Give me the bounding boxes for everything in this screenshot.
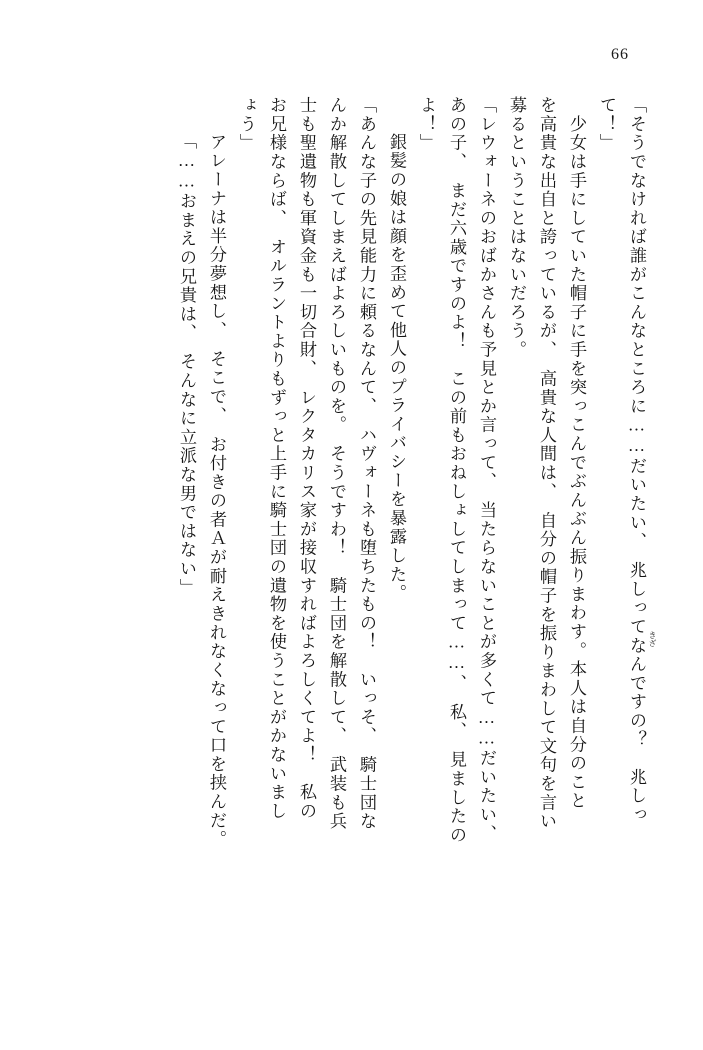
- text-column: 銀髪の娘は顔を歪めて他人のプライバシーを暴露した。: [387, 114, 406, 603]
- text-column: あの子、 まだ六歳ですのよ！ この前もおねしょしてしまって……、 私、 見ましたの: [447, 96, 466, 845]
- ruby-annotation: きざ: [648, 631, 657, 647]
- text-column: 「そうでなければ誰がこんなところに……だいたい、 兆しってなんですの？ 兆しっ: [627, 96, 646, 825]
- text-column: ょう」: [237, 96, 256, 153]
- page-number: 66: [611, 46, 629, 63]
- text-column: んか解散してしまえばよろしいものを。 そうですわ！ 騎士団を解散して、 武装も兵: [327, 96, 346, 831]
- text-column: アレーナは半分夢想し、 そこで、 お付きの者Ａが耐えきれなくなって口を挟んだ。: [207, 114, 226, 849]
- text-column: お兄様ならば、 オルラントよりもずっと上手に騎士団の遺物を使うことがかないまし: [267, 96, 286, 821]
- text-column: 「……おまえの兄貴は、 そんなに立派な男ではない」: [177, 132, 196, 597]
- text-column: を高貴な出自と誇っているが、 高貴な人間は、 自分の帽子を振りまわして文句を言い: [537, 96, 556, 831]
- text-column: よ！」: [417, 96, 436, 153]
- text-column: 募るということはないだろう。: [507, 96, 526, 360]
- vertical-text-body: [52, 96, 645, 976]
- text-column: 少女は手にしていた帽子に手を突っこんでぶんぶん振りまわす。本人は自分のこと: [567, 96, 586, 811]
- text-column: 士も聖遺物も軍資金も一切合財、 レクタカリス家が接収すればよろしくてよ！ 私の: [297, 96, 316, 821]
- text-column: て！」: [597, 96, 616, 153]
- text-column: 「レウォーネのおばかさんも予見とか言って、 当たらないことが多くて……だいたい、: [477, 96, 496, 843]
- text-column: 「あんな子の先見能力に頼るなんて、 ハヴォーネも堕ちたもの！ いっそ、 騎士団な: [357, 96, 376, 831]
